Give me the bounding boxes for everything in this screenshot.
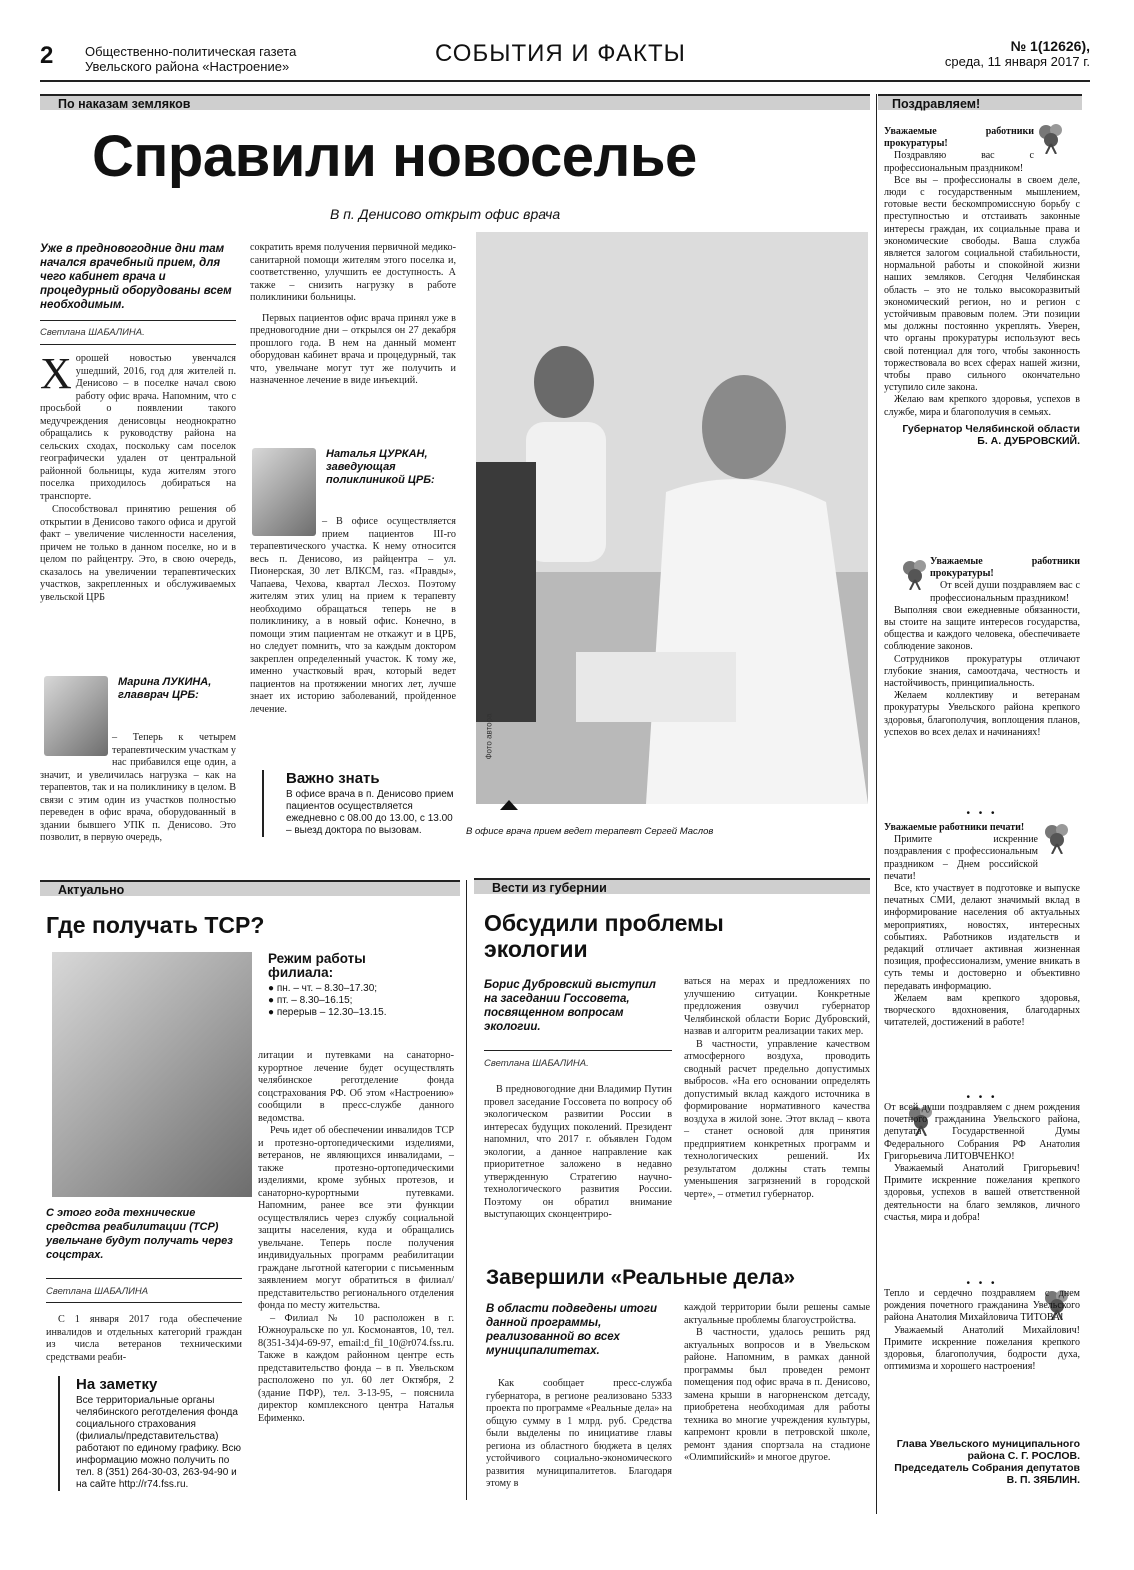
section-label-main: По наказам земляков — [40, 94, 870, 110]
column-separator — [466, 880, 467, 1500]
section-label-greetings: Поздравляем! — [878, 94, 1082, 110]
real-deals-lead: В области подведены итоги данной программы, реализованной во всех муниципалитетах. — [486, 1303, 657, 1357]
tsr-byline-rule-2 — [46, 1302, 242, 1303]
main-col1-text: Х орошей новостью увенчался ушедший, 2016, год для жителей п. Денисово – в поселке начал свою работу офис врача. Напомним, что с просьбой о появлении такого медучреждения денисовцы неоднократно обращались к руководству района на сельских сходах, поскольку сам поселок географически удален от центральной районной больницы, куда жителям этого поселка приходилось добираться на транспорте. Способствовал принятию решения об открытии в Денисово такого офиса и другой факт – увеличение численности населения, причем не только в данном поселке, но и в целом по райцентру. Это, в свою очередь, сказалось на увеличении терапевтических участков, закрепленных и обслуживаемых увельской ЦРБ — [40, 349, 236, 603]
greeting-prosecutors-governor: Уважаемые работники прокуратуры! Поздравляю вас с профессиональным праздником! Все вы – профессионалы в своем деле, люди с государственным мышлением, готовые вести бескомпромиссную борьбу с преступностью и отстаивать законные интересы граждан, их социальные права и экономические свободы. Ваша служба является залогом социальной стабильности, нормальной работы и спокойной жизни наших земляков. Сегодня Челябинская область – это не только высокоразвитый экономический регион, но и регион с устойчивым правовым полем. Эти позиции мы должны постоянно укреплять. Уверен, что органы прокуратуры используют весь свой потенциал для того, чтобы законность торжествовала во всех сферах нашей жизни, чтобы право сильного окончательно уступило силе закона. Желаю вам крепкого здоровья, успехов в службе, мира и благополучия в семьях. Губернатор Челябинской области Б. А. ДУБРОВСКИЙ. — [884, 126, 1080, 447]
triangle-pointer-icon — [500, 800, 518, 810]
greetings-separator — [876, 94, 877, 1514]
real-deals-col2: каждой территории были решены самые актуальные проблемы благоустройства. В частности, удалось решить ряд актуальных вопросов и в Увельском районе. Напомним, в рамках данной программы был проведен ремонт помещения под офис врача в п. Денисово, замена крыши в нагорненском детсаду, приобретена необходимая для работы техника во многие учреждения культуры, капремонт кровли в петровской школе, ремонт здания спортзала на стадионе «Олимпийский» и многое другое. — [684, 1302, 870, 1463]
important-text: В офисе врача в п. Денисово прием пациентов осуществляется ежедневно с 08.00 до 13.00, с 13.00 – выезд доктора по вызовам. — [286, 789, 454, 836]
separator-dots: • • • — [966, 1092, 998, 1103]
greeting-titov: Тепло и сердечно поздравляем с днем рождения почетного гражданина Увельского района Анатолия Михайловича ТИТОВА! Уважаемый Анатолий Михайлович! Примите искренние пожелания крепкого здоровья, благополучия, бодрости духа, оптимизма и хорошего настроения! — [884, 1288, 1080, 1373]
ecology-headline: Обсудили проблемы экологии — [484, 910, 724, 962]
tsr-col1: С 1 января 2017 года обеспечение инвалидов и отдельных категорий граждан из числа ветеранов техническими средствами реаби- — [46, 1314, 242, 1363]
important-box — [262, 770, 456, 837]
separator-dots: • • • — [966, 1278, 998, 1289]
quote1-spacer — [40, 732, 112, 758]
doctor-office-photo — [476, 232, 868, 804]
hours-item: ● пн. – чт. – 8.30–17.30; — [268, 983, 378, 994]
ecology-col2: ваться на мерах и предложениях по улучшению ситуации. Конкретные предложения озвучил губернатор Челябинской области Борис Дубровский, назвав и алгоритм реализации таких мер. В частности, управление качеством атмосферного воздуха, проводить сводный расчет предельно допустимых выбросов. «На его основании определять допустимый вклад каждого источника в формирование нормативного качества воздуха в жилой зоне. Этот вклад – квота – станет основой для принятия предприятием конкретных программ и технологических решений. Их результатом должны стать темпы уменьшения загрязнений в городской черте», – отметил губернатор. — [684, 976, 870, 1200]
main-headline: Справили новоселье — [92, 124, 697, 189]
greeting-litovchenko: От всей души поздравляем с днем рождения почетного гражданина Увельского района, депутата Государственной Думы Федерального Собрания РФ Анатолия Григорьевича ЛИТОВЧЕНКО! Уважаемый Анатолий Григорьевич! Примите искренние пожелания крепкого здоровья, успехов в вашей ответственной деятельности на благо земляков, личного счастья, мира и добра! — [884, 1102, 1080, 1223]
hours-title: Режим работы филиала: — [268, 951, 366, 980]
real-deals-headline: Завершили «Реальные дела» — [486, 1266, 796, 1289]
doctor-office-illustration — [476, 232, 868, 804]
quote2-attrib: Наталья ЦУРКАН, заведующая поликлиникой ЦРБ: — [326, 448, 435, 486]
ecology-col1: В предновогодние дни Владимир Путин провел заседание Госсовета по вопросу об экологическом развитии России в интересах будущих поколений. Президент напомнил, что 2017 г. объявлен Годом экологии, а данное направление как приоритетное заложено в недавно утвержденную Стратегию научно-технологического развития России. Поэтому он обратил внимание выступающих сконцентриро- — [484, 1084, 672, 1220]
tsr-byline-rule — [46, 1278, 242, 1279]
byline-rule — [40, 344, 236, 345]
section-label-tsr: Актуально — [40, 880, 460, 896]
hours-list — [268, 983, 454, 1019]
greeting-press-workers: Уважаемые работники печати! Примите искренние поздравления с профессиональным праздником – Днем российской печати! Все, кто участвует в подготовке и выпуске печатных СМИ, делают значимый вклад в информирование населения об актуальных мероприятиях, новостях, интересных событиях. Работников издательств и редакций отличает активная жизненная позиция, профессионализм, умение вникать в суть темы и достоверно и объективно передавать информацию. Желаем вам крепкого здоровья, творческого вдохновения, благодарных читателей, достижений в работе! — [884, 822, 1080, 1029]
separator-dots: • • • — [966, 808, 998, 819]
tsr-photo — [52, 952, 252, 1197]
real-deals-col1: Как сообщает пресс-служба губернатора, в регионе реализовано 5333 проекта по программе «Реальные дела» на общую сумму в 1 млрд. руб. Средства были выделены по инициативе главы региона из областного бюджета в целях устойчивого социально-экономического развития муниципалитетов. Благодаря этому в — [486, 1378, 672, 1489]
greeting-prosecutors-district: Уважаемые работники прокуратуры! От всей души поздравляем вас с профессиональным праздником! Выполняя свои ежедневные обязанности, вы стоите на защите интересов государства, общества и каждого человека, обеспечиваете соблюдение законов. Сотрудников прокуратуры отличают глубокие знания, самоотдача, честность и настойчивость, принципиальность. Желаем коллективу и ветеранам прокуратуры Увельского района крепкого здоровья, благополучия, воплощения планов, успехов во всех делах и начинаниях! — [884, 556, 1080, 738]
note-box — [58, 1376, 242, 1491]
final-signatures: Глава Увельского муниципального района С. Г. РОСЛОВ. Председатель Собрания депутатов В. П. ЗЯБЛИН. — [894, 1438, 1080, 1486]
quote1-text: – Теперь к четырем терапевтическим участкам у нас прибавился еще один, а значит, и увеличилась нагрузка – как на терапевтов, так и на поликлинику в целом. В связи с этим один из участков полностью переведен в офис врача, оборудованный в здании бывшего УПК п. Денисово. Это позволит, в первую очередь, — [40, 732, 236, 843]
ecology-byline-rule — [484, 1050, 672, 1051]
note-text: Все территориальные органы челябинского реготделения фонда социального страхования (филиалы/представительства) работают по единому графику. Всю информацию можно получить по тел. 8 (351) 264-30-03, 263-94-90 и на сайте http://r74.fss.ru. — [76, 1395, 242, 1490]
bullet-icon: ● — [268, 983, 277, 994]
quote2-text: – В офисе осуществляется прием пациентов III-го терапевтического участка. К нему относится весь п. Денисово, из райцентра – ул. Пионерская, 30 лет ВЛКСМ, газ. «Правды», Чапаева, Чехова, квартал Лесхоз. Поэтому жителям этих улиц на прием к терапевту необходимо обращаться теперь не в поликлинику, а в новый офис. Конечно, в помощи этим пациентам не откажут и в ЦРБ, но следует помнить, что за каждым доктором закреплен определенный участок. К тому же, именно участковый врач, который ведет пациентов на протяжении многих лет, лучше знает их историю заболеваний, пройденное лечение. — [250, 516, 456, 715]
ecology-lead: Борис Дубровский выступил на заседании Госсовета, посвященном вопросам экологии. — [484, 979, 656, 1033]
bullet-icon: ● — [268, 1007, 277, 1018]
page-number: 2 — [40, 42, 54, 69]
signature-governor: Губернатор Челябинской области Б. А. ДУБРОВСКИЙ. — [902, 422, 1080, 447]
ecology-author: Светлана ШАБАЛИНА. — [484, 1058, 589, 1069]
tsr-author: Светлана ШАБАЛИНА — [46, 1286, 149, 1297]
bullet-icon: ● — [268, 995, 277, 1006]
quote1-attrib: Марина ЛУКИНА, главврач ЦРБ: — [118, 676, 212, 701]
important-title: Важно знать — [286, 770, 380, 787]
hours-item: ● перерыв – 12.30–13.15. — [268, 1007, 387, 1018]
tsr-photo-caption: С этого года технические средства реабилитации (ТСР) увельчане будут получать через соцстрах. — [46, 1207, 233, 1261]
drop-cap: Х — [40, 349, 72, 398]
main-author: Светлана ШАБАЛИНА. — [40, 327, 145, 338]
paper-name: Общественно-политическая газета Увельского района «Настроение» — [85, 44, 297, 74]
main-subhead: В п. Денисово открыт офис врача — [330, 206, 561, 222]
section-title: СОБЫТИЯ И ФАКТЫ — [435, 40, 686, 67]
tsr-col2: литации и путевками на санаторно-курортное лечение будет осуществлять челябинское реготделение фонда соцстрахования РФ. Об этом «Настроению» сообщили в пресс-службе данного ведомства. Речь идет об обеспечении инвалидов ТСР и протезно-ортопедическими изделиями, ветеранов, не являющихся инвалидами, – также протезно-ортопедическими изделиями, кроме зубных протезов, и санаторно-курортными путевками. Напомним, ранее все эти функции осуществлялись через службу социальной защиты населения, куда и обращались увельчане. Теперь после получения индивидуальных программ реабилитации граждане льготной категории с письменным заявлением могут обратиться в филиал/представительство регионального отделения фонда по месту жительства. – Филиал № 10 расположен в г. Южноуральске по ул. Космонавтов, 10, тел. 8(351-34)4-69-97, email:d_fil_10@r074.fss.ru. Также в каждом районном центре есть представительство фонда – в п. Увельском расположено по ул. 60 лет Октября, 2 (здание ПФР), тел. 3-13-95, – пояснила директор комплексного центра Наталья Ефименко. — [258, 1050, 454, 1424]
issue-info: № 1(12626), среда, 11 января 2017 г. — [944, 38, 1090, 69]
hours-item: ● пт. – 8.30–16.15; — [268, 995, 353, 1006]
main-lead: Уже в предновогодние дни там начался врачебный прием, для чего кабинет врача и процедурный оборудованы всем необходимым. — [40, 243, 232, 311]
lead-rule — [40, 320, 236, 321]
note-title: На заметку — [76, 1376, 158, 1393]
hours-box — [258, 952, 454, 1019]
photo-credit: Фото автора — [484, 713, 494, 760]
main-photo-caption: В офисе врача прием ведет терапевт Сергей Маслов — [466, 826, 714, 837]
quote2-spacer — [250, 516, 322, 540]
page-header — [40, 38, 1090, 78]
main-col1 — [40, 242, 236, 604]
header-rule — [40, 80, 1090, 82]
main-col2: сократить время получения первичной медико-санитарной помощи жителям этого поселка и, соответственно, улучшить ее доступность. А также – снизить нагрузку в работе поликлиники больницы. Первых пациентов офис врача принял уже в предновогодние дни – открылся он 27 декабря прошлого года. В нем на данный момент оборудован кабинет врача и процедурный, так что, увельчане могут тут же получить и назначенное лечение в виде инъекций. — [250, 242, 456, 386]
section-label-ecology: Вести из губернии — [474, 878, 870, 894]
tsr-headline: Где получать ТСР? — [46, 912, 265, 938]
